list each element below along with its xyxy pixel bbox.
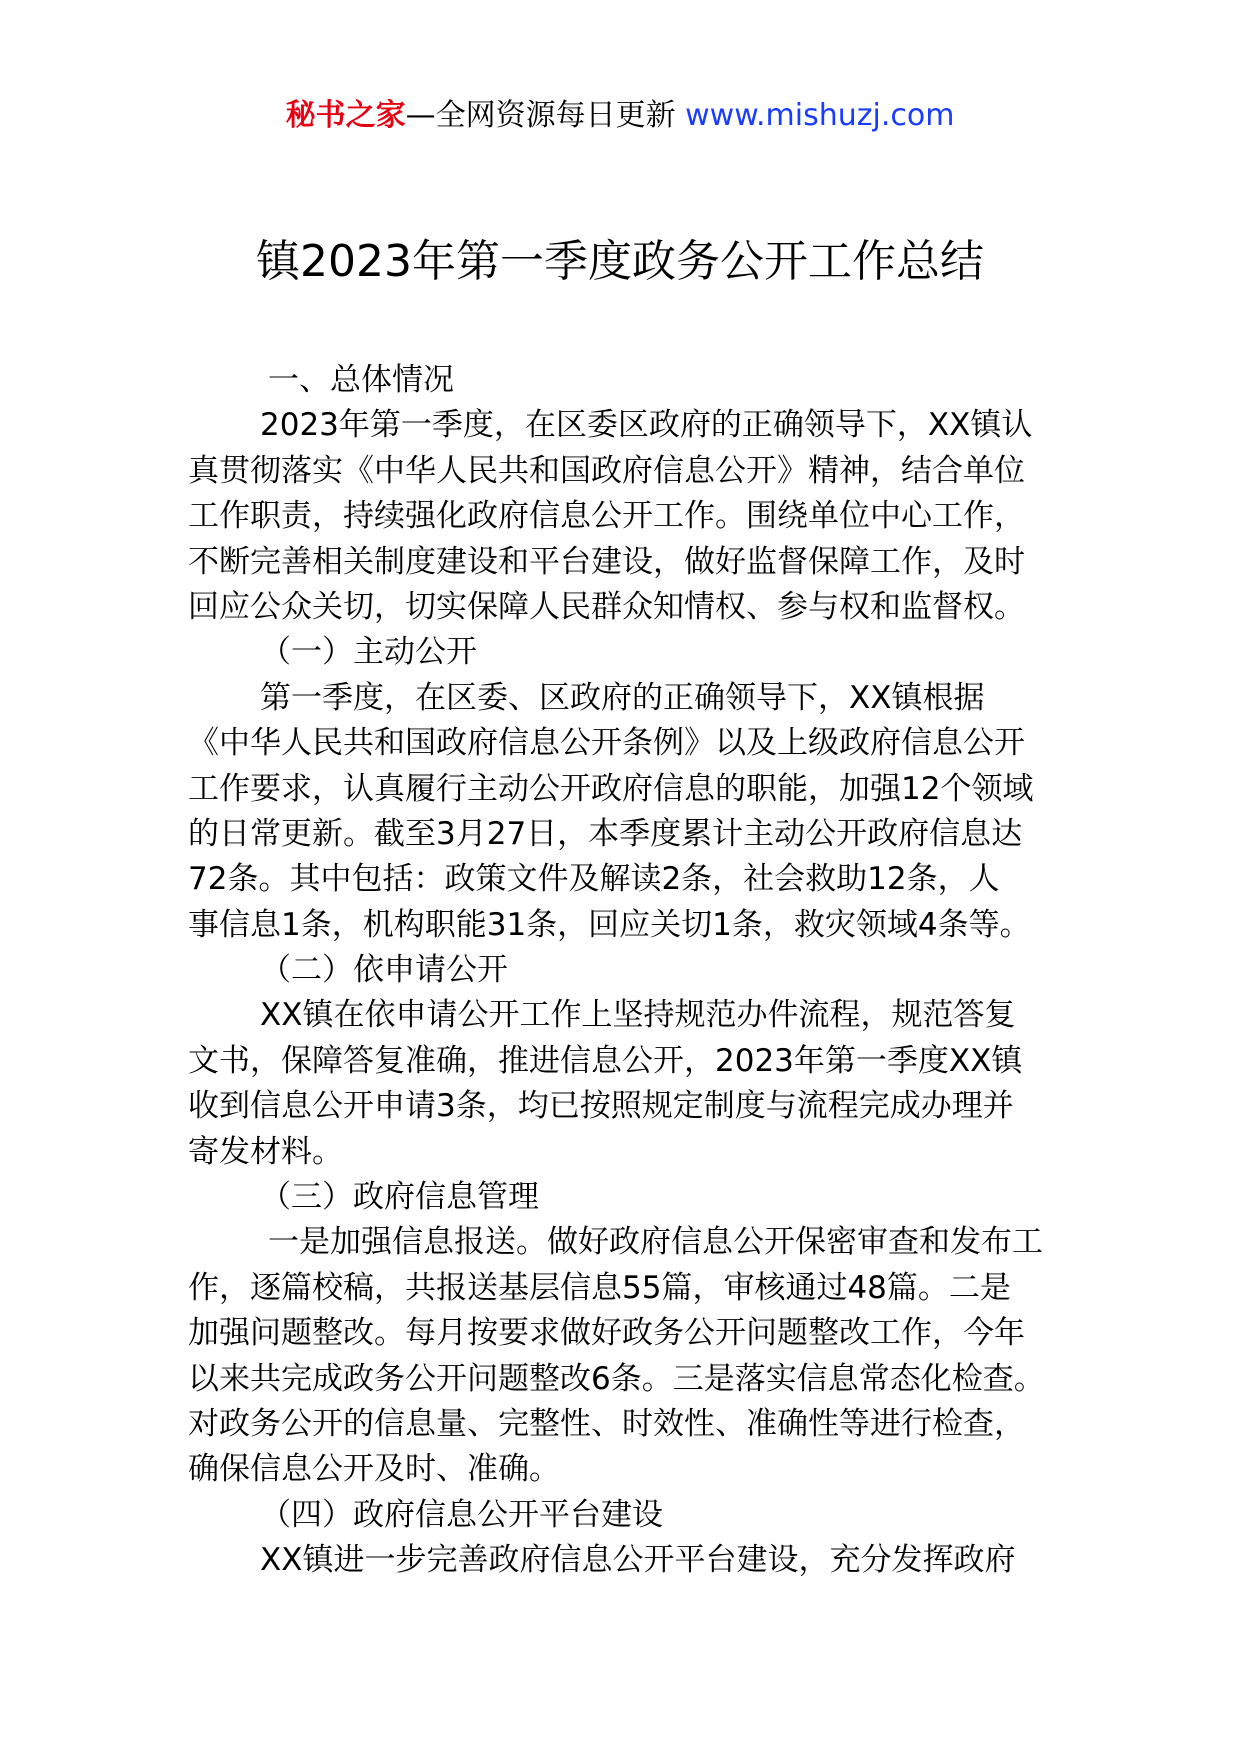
paragraph-line: 《中华人民共和国政府信息公开条例》以及上级政府信息公开: [188, 725, 1025, 762]
paragraph-line: 不断完善相关制度建设和平台建设，做好监督保障工作，及时: [188, 543, 1025, 580]
paragraph-line: 作，逐篇校稿，共报送基层信息55篇，审核通过48篇。二是: [188, 1269, 1011, 1306]
document-body: [188, 358, 1068, 1584]
paragraph-line: 寄发材料。: [188, 1133, 343, 1170]
banner-tagline: —全网资源每日更新: [405, 98, 686, 133]
paragraph-line: 2023年第一季度，在区委区政府的正确领导下，XX镇认: [260, 407, 1033, 444]
section-heading-overview: 一、总体情况: [268, 362, 454, 398]
paragraph-line: 真贯彻落实《中华人民共和国政府信息公开》精神，结合单位: [188, 452, 1025, 489]
paragraph-line: 工作要求，认真履行主动公开政府信息的职能，加强12个领域: [188, 770, 1034, 807]
paragraph-line: 72条。其中包括：政策文件及解读2条，社会救助12条，人: [188, 861, 1000, 898]
subsection-heading-proactive: （一）主动公开: [260, 634, 477, 671]
document-title: 镇2023年第一季度政务公开工作总结: [256, 236, 984, 287]
paragraph-line: 事信息1条，机构职能31条，回应关切1条，救灾领域4条等。: [188, 906, 1031, 943]
paragraph-line: 工作职责，持续强化政府信息公开工作。围绕单位中心工作，: [188, 498, 1025, 535]
paragraph-line: XX镇进一步完善政府信息公开平台建设，充分发挥政府: [260, 1542, 1016, 1579]
paragraph-line: 对政务公开的信息量、完整性、时效性、准确性等进行检查，: [188, 1405, 1025, 1442]
site-url-link[interactable]: www.mishuzj.com: [685, 98, 955, 133]
subsection-heading-info-management: （三）政府信息管理: [260, 1179, 539, 1216]
paragraph-line: 确保信息公开及时、准确。: [188, 1451, 560, 1488]
subsection-heading-on-request: （二）依申请公开: [260, 952, 508, 989]
paragraph-line: 回应公众关切，切实保障人民群众知情权、参与权和监督权。: [188, 588, 1025, 625]
paragraph-line: 一是加强信息报送。做好政府信息公开保密审查和发布工: [268, 1224, 1043, 1261]
paragraph-line: XX镇在依申请公开工作上坚持规范办件流程，规范答复: [260, 997, 1016, 1034]
paragraph-line: 的日常更新。截至3月27日，本季度累计主动公开政府信息达: [188, 815, 1023, 852]
subsection-heading-platform: （四）政府信息公开平台建设: [260, 1496, 663, 1533]
site-banner: [0, 96, 1240, 136]
paragraph-line: 加强问题整改。每月按要求做好政务公开问题整改工作，今年: [188, 1315, 1025, 1352]
paragraph-line: 收到信息公开申请3条，均已按照规定制度与流程完成办理并: [188, 1088, 1014, 1125]
brand-name: 秘书之家: [285, 98, 406, 133]
paragraph-line: 第一季度，在区委、区政府的正确领导下，XX镇根据: [260, 679, 985, 716]
paragraph-line: 以来共完成政务公开问题整改6条。三是落实信息常态化检查。: [188, 1360, 1045, 1397]
paragraph-line: 文书，保障答复准确，推进信息公开，2023年第一季度XX镇: [188, 1042, 1023, 1079]
